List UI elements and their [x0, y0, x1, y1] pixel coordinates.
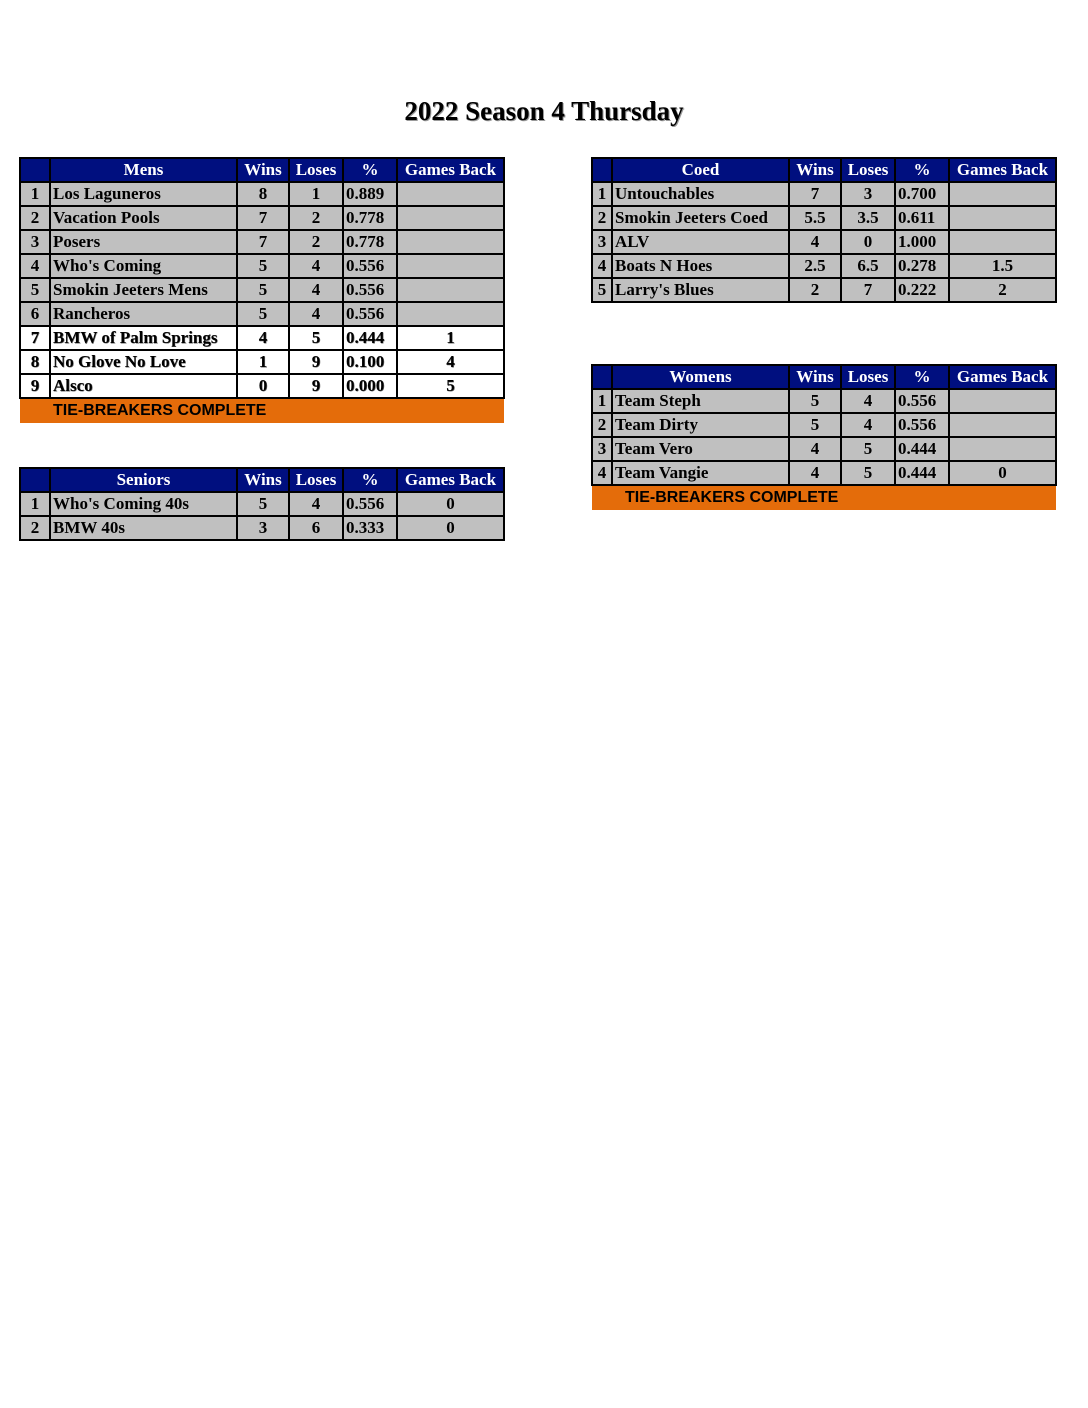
team-cell: Who's Coming	[50, 254, 237, 278]
team-cell: Who's Coming 40s	[50, 492, 237, 516]
table-row	[592, 278, 1056, 302]
wins-cell: 7	[789, 182, 841, 206]
pct-cell: 0.556	[343, 254, 397, 278]
pct-cell: 0.556	[895, 389, 949, 413]
rank-header	[592, 365, 612, 389]
table-row	[20, 230, 504, 254]
pct-cell: 0.000	[343, 374, 397, 398]
table-row	[20, 254, 504, 278]
coed-standings-table	[591, 157, 1057, 303]
loses-cell: 7	[841, 278, 895, 302]
team-cell: Untouchables	[612, 182, 789, 206]
womens-standings-table	[591, 364, 1057, 510]
pct-cell: 0.278	[895, 254, 949, 278]
rank-cell: 3	[592, 437, 612, 461]
games-back-cell	[397, 302, 504, 326]
games-back-header: Games Back	[949, 158, 1056, 182]
rank-cell: 2	[20, 206, 50, 230]
table-row	[20, 326, 504, 350]
games-back-cell	[949, 437, 1056, 461]
pct-cell: 0.100	[343, 350, 397, 374]
table-row	[20, 206, 504, 230]
rank-cell: 1	[592, 389, 612, 413]
pct-cell: 0.556	[343, 492, 397, 516]
team-cell: Smokin Jeeters Mens	[50, 278, 237, 302]
loses-header: Loses	[841, 158, 895, 182]
wins-cell: 4	[789, 437, 841, 461]
rank-cell: 5	[592, 278, 612, 302]
team-cell: Posers	[50, 230, 237, 254]
team-cell: Team Dirty	[612, 413, 789, 437]
table-row	[592, 230, 1056, 254]
wins-cell: 5	[789, 413, 841, 437]
team-cell: Team Vero	[612, 437, 789, 461]
wins-cell: 4	[789, 461, 841, 485]
games-back-cell	[397, 206, 504, 230]
table-row	[592, 461, 1056, 485]
loses-cell: 4	[289, 492, 343, 516]
tie-breakers-label: TIE-BREAKERS COMPLETE	[20, 398, 504, 423]
loses-header: Loses	[841, 365, 895, 389]
loses-cell: 4	[841, 413, 895, 437]
loses-cell: 2	[289, 206, 343, 230]
team-cell: No Glove No Love	[50, 350, 237, 374]
rank-cell: 4	[592, 461, 612, 485]
pct-cell: 0.444	[895, 461, 949, 485]
womens-header-row	[592, 365, 1056, 389]
team-cell: Vacation Pools	[50, 206, 237, 230]
division-header: Coed	[612, 158, 789, 182]
games-back-cell: 0	[397, 516, 504, 540]
team-cell: Team Steph	[612, 389, 789, 413]
pct-cell: 0.556	[343, 278, 397, 302]
pct-header: %	[343, 468, 397, 492]
wins-cell: 5	[237, 254, 289, 278]
games-back-cell: 2	[949, 278, 1056, 302]
games-back-cell	[397, 182, 504, 206]
loses-header: Loses	[289, 158, 343, 182]
loses-cell: 5	[841, 461, 895, 485]
rank-cell: 4	[592, 254, 612, 278]
games-back-cell	[949, 182, 1056, 206]
rank-cell: 8	[20, 350, 50, 374]
wins-cell: 0	[237, 374, 289, 398]
wins-header: Wins	[789, 158, 841, 182]
pct-cell: 0.556	[895, 413, 949, 437]
games-back-cell	[949, 413, 1056, 437]
wins-header: Wins	[237, 158, 289, 182]
rank-cell: 5	[20, 278, 50, 302]
games-back-header: Games Back	[397, 468, 504, 492]
table-row	[20, 516, 504, 540]
pct-cell: 0.889	[343, 182, 397, 206]
loses-cell: 4	[289, 302, 343, 326]
pct-header: %	[343, 158, 397, 182]
rank-cell: 3	[592, 230, 612, 254]
pct-cell: 0.700	[895, 182, 949, 206]
pct-cell: 0.444	[895, 437, 949, 461]
team-cell: Smokin Jeeters Coed	[612, 206, 789, 230]
team-cell: Los Laguneros	[50, 182, 237, 206]
team-cell: BMW 40s	[50, 516, 237, 540]
games-back-header: Games Back	[397, 158, 504, 182]
loses-cell: 1	[289, 182, 343, 206]
loses-header: Loses	[289, 468, 343, 492]
wins-cell: 3	[237, 516, 289, 540]
rank-cell: 1	[20, 182, 50, 206]
pct-cell: 0.333	[343, 516, 397, 540]
loses-cell: 6	[289, 516, 343, 540]
pct-cell: 0.556	[343, 302, 397, 326]
division-header: Seniors	[50, 468, 237, 492]
wins-header: Wins	[237, 468, 289, 492]
wins-cell: 5	[237, 492, 289, 516]
wins-cell: 2	[789, 278, 841, 302]
games-back-cell	[949, 389, 1056, 413]
loses-cell: 3	[841, 182, 895, 206]
team-cell: Rancheros	[50, 302, 237, 326]
loses-cell: 4	[841, 389, 895, 413]
pct-header: %	[895, 365, 949, 389]
wins-cell: 5.5	[789, 206, 841, 230]
games-back-cell	[949, 206, 1056, 230]
team-cell: BMW of Palm Springs	[50, 326, 237, 350]
mens-standings-table	[19, 157, 505, 423]
table-row	[20, 374, 504, 398]
wins-cell: 5	[789, 389, 841, 413]
games-back-cell	[397, 230, 504, 254]
division-header: Womens	[612, 365, 789, 389]
table-row	[592, 206, 1056, 230]
table-row	[592, 437, 1056, 461]
coed-header-row	[592, 158, 1056, 182]
rank-cell: 6	[20, 302, 50, 326]
division-header: Mens	[50, 158, 237, 182]
team-cell: Alsco	[50, 374, 237, 398]
table-row	[592, 389, 1056, 413]
pct-cell: 0.611	[895, 206, 949, 230]
games-back-cell: 0	[397, 492, 504, 516]
games-back-cell	[949, 230, 1056, 254]
table-row	[20, 350, 504, 374]
wins-cell: 1	[237, 350, 289, 374]
table-row	[20, 492, 504, 516]
rank-cell: 9	[20, 374, 50, 398]
seniors-standings-table	[19, 467, 505, 541]
rank-cell: 2	[20, 516, 50, 540]
page-title: 2022 Season 4 Thursday	[404, 96, 684, 126]
games-back-cell: 4	[397, 350, 504, 374]
rank-cell: 2	[592, 413, 612, 437]
loses-cell: 5	[289, 326, 343, 350]
table-row	[592, 254, 1056, 278]
table-row	[20, 278, 504, 302]
pct-cell: 0.444	[343, 326, 397, 350]
wins-cell: 5	[237, 302, 289, 326]
games-back-cell: 0	[949, 461, 1056, 485]
loses-cell: 9	[289, 374, 343, 398]
loses-cell: 4	[289, 254, 343, 278]
rank-cell: 1	[592, 182, 612, 206]
rank-header	[20, 468, 50, 492]
rank-cell: 3	[20, 230, 50, 254]
rank-cell: 7	[20, 326, 50, 350]
loses-cell: 4	[289, 278, 343, 302]
loses-cell: 2	[289, 230, 343, 254]
table-row	[20, 182, 504, 206]
table-row	[20, 302, 504, 326]
games-back-cell	[397, 278, 504, 302]
pct-cell: 0.222	[895, 278, 949, 302]
wins-header: Wins	[789, 365, 841, 389]
wins-cell: 2.5	[789, 254, 841, 278]
team-cell: Larry's Blues	[612, 278, 789, 302]
wins-cell: 8	[237, 182, 289, 206]
games-back-header: Games Back	[949, 365, 1056, 389]
rank-cell: 4	[20, 254, 50, 278]
rank-header	[20, 158, 50, 182]
loses-cell: 5	[841, 437, 895, 461]
rank-header	[592, 158, 612, 182]
tie-breakers-banner	[592, 485, 1056, 510]
rank-cell: 1	[20, 492, 50, 516]
pct-cell: 0.778	[343, 230, 397, 254]
rank-cell: 2	[592, 206, 612, 230]
loses-cell: 9	[289, 350, 343, 374]
wins-cell: 7	[237, 206, 289, 230]
pct-header: %	[895, 158, 949, 182]
team-cell: Team Vangie	[612, 461, 789, 485]
wins-cell: 4	[789, 230, 841, 254]
loses-cell: 6.5	[841, 254, 895, 278]
games-back-cell: 5	[397, 374, 504, 398]
table-row	[592, 413, 1056, 437]
wins-cell: 4	[237, 326, 289, 350]
tie-breakers-label: TIE-BREAKERS COMPLETE	[592, 485, 1056, 510]
games-back-cell	[397, 254, 504, 278]
tie-breakers-banner	[20, 398, 504, 423]
team-cell: Boats N Hoes	[612, 254, 789, 278]
table-row	[592, 182, 1056, 206]
team-cell: ALV	[612, 230, 789, 254]
loses-cell: 3.5	[841, 206, 895, 230]
wins-cell: 7	[237, 230, 289, 254]
mens-header-row	[20, 158, 504, 182]
loses-cell: 0	[841, 230, 895, 254]
games-back-cell: 1	[397, 326, 504, 350]
pct-cell: 0.778	[343, 206, 397, 230]
seniors-header-row	[20, 468, 504, 492]
games-back-cell: 1.5	[949, 254, 1056, 278]
pct-cell: 1.000	[895, 230, 949, 254]
wins-cell: 5	[237, 278, 289, 302]
